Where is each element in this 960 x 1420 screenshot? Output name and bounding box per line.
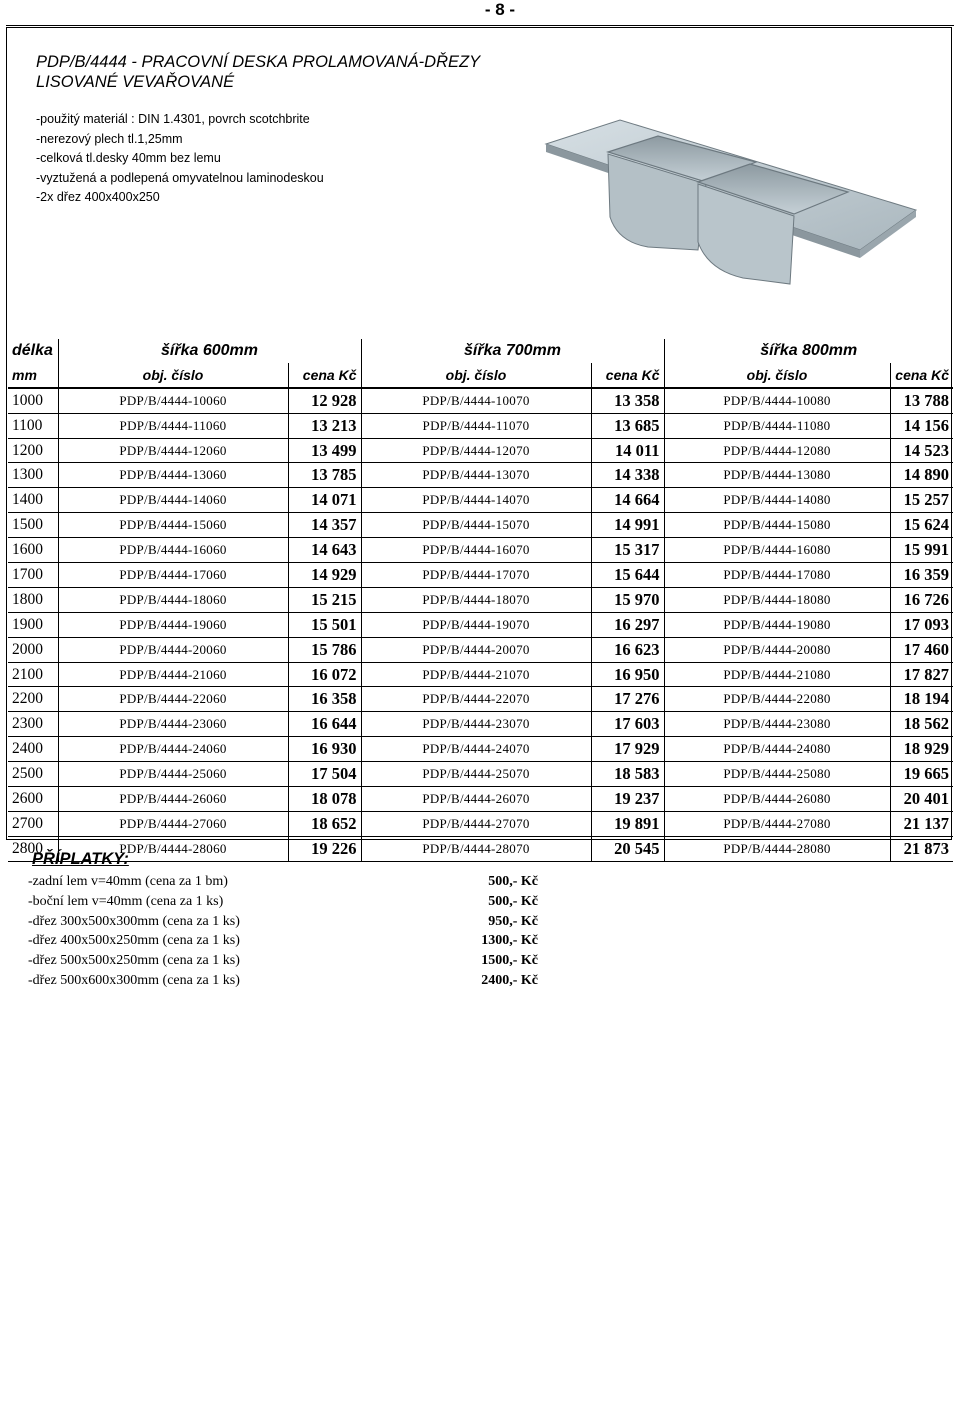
header-code: obj. číslo (664, 363, 890, 388)
length-cell: 2100 (8, 662, 58, 687)
price-cell: 18 929 (890, 737, 953, 762)
surcharge-label: -zadní lem v=40mm (cena za 1 bm) (28, 874, 228, 889)
surcharge-label: -boční lem v=40mm (cena za 1 ks) (28, 893, 224, 909)
length-cell: 1000 (12, 391, 43, 409)
table-row (8, 463, 953, 488)
price-cell: 19 665 (890, 762, 953, 787)
code-cell: PDP/B/4444-19060 (58, 612, 288, 637)
price-cell: 19 891 (591, 811, 664, 836)
surcharge-label: -dřez 400x500x250mm (cena za 1 ks) (28, 933, 240, 949)
code-cell: PDP/B/4444-26080 (664, 787, 890, 812)
code-cell: PDP/B/4444-19080 (664, 612, 890, 637)
code-cell: PDP/B/4444-17070 (361, 563, 591, 588)
code-cell: PDP/B/4444-16060 (58, 538, 288, 563)
code-cell: PDP/B/4444-14060 (58, 488, 288, 513)
code-cell: PDP/B/4444-13060 (58, 463, 288, 488)
price-cell: 18 078 (288, 787, 361, 812)
code-cell: PDP/B/4444-14070 (361, 488, 591, 513)
spec-line: -nerezový plech tl.1,25mm (36, 131, 183, 146)
price-cell: 15 501 (288, 612, 361, 637)
top-rule (6, 25, 954, 26)
code-cell: PDP/B/4444-20060 (58, 637, 288, 662)
price-cell: 21 873 (890, 836, 953, 861)
title-line-1: PDP/B/4444 - PRACOVNÍ DESKA PROLAMOVANÁ-DŘEZY (36, 53, 481, 71)
surcharge-amount: 950,- Kč (488, 913, 538, 929)
code-cell: PDP/B/4444-11070 (361, 413, 591, 438)
price-cell: 14 156 (890, 413, 953, 438)
table-row (8, 563, 953, 588)
price-cell: 13 499 (288, 438, 361, 463)
price-cell: 16 359 (890, 563, 953, 588)
code-cell: PDP/B/4444-14080 (664, 488, 890, 513)
code-cell: PDP/B/4444-16080 (664, 538, 890, 563)
surcharge-label: -dřez 300x500x300mm (cena za 1 ks) (28, 913, 240, 929)
price-cell: 14 664 (591, 488, 664, 513)
code-cell: PDP/B/4444-19070 (361, 612, 591, 637)
code-cell: PDP/B/4444-20070 (361, 637, 591, 662)
price-cell: 15 257 (890, 488, 953, 513)
code-cell: PDP/B/4444-11080 (664, 413, 890, 438)
code-cell: PDP/B/4444-23070 (361, 712, 591, 737)
code-cell: PDP/B/4444-12080 (664, 438, 890, 463)
surcharge-amount: 500,- Kč (488, 874, 538, 889)
length-cell: 2000 (8, 637, 58, 662)
code-cell: PDP/B/4444-23060 (58, 712, 288, 737)
code-cell: PDP/B/4444-26060 (58, 787, 288, 812)
price-cell: 12 928 (288, 388, 361, 413)
code-cell: PDP/B/4444-21060 (58, 662, 288, 687)
code-cell: PDP/B/4444-21070 (361, 662, 591, 687)
code-cell: PDP/B/4444-11060 (58, 413, 288, 438)
price-cell: 15 644 (591, 563, 664, 588)
price-cell: 16 726 (890, 587, 953, 612)
price-cell: 13 685 (591, 413, 664, 438)
table-row (8, 637, 953, 662)
header-price: cena Kč (890, 363, 953, 388)
length-cell: 1200 (8, 438, 58, 463)
price-cell: 16 358 (288, 687, 361, 712)
price-cell: 14 991 (591, 513, 664, 538)
length-cell: 1800 (8, 587, 58, 612)
price-cell: 15 317 (591, 538, 664, 563)
table-row (8, 762, 953, 787)
code-cell: PDP/B/4444-13080 (664, 463, 890, 488)
code-cell: PDP/B/4444-22070 (361, 687, 591, 712)
header-price: cena Kč (288, 363, 361, 388)
spec-line: -vyztužená a podlepená omyvatelnou laminodeskou (36, 170, 324, 185)
price-cell: 17 929 (591, 737, 664, 762)
code-cell: PDP/B/4444-27080 (664, 811, 890, 836)
code-cell: PDP/B/4444-16070 (361, 538, 591, 563)
length-cell: 1500 (8, 513, 58, 538)
table-row (8, 413, 953, 438)
table-row (8, 662, 953, 687)
length-cell: 2700 (8, 811, 58, 836)
price-cell: 13 785 (288, 463, 361, 488)
code-cell: PDP/B/4444-13070 (361, 463, 591, 488)
price-cell: 21 137 (890, 811, 953, 836)
length-cell: 1600 (8, 538, 58, 563)
price-cell: 14 071 (288, 488, 361, 513)
price-cell: 19 226 (288, 836, 361, 861)
length-cell: 1700 (8, 563, 58, 588)
product-title (36, 52, 480, 92)
double-sink-illustration (538, 92, 920, 302)
table-row (8, 836, 953, 861)
code-cell: PDP/B/4444-25060 (58, 762, 288, 787)
header-row-columns (8, 363, 953, 388)
length-cell: 2300 (8, 712, 58, 737)
code-cell: PDP/B/4444-22080 (664, 687, 890, 712)
price-cell: 16 072 (288, 662, 361, 687)
surcharge-item (28, 953, 538, 973)
table-row (8, 488, 953, 513)
surcharges-list (28, 874, 538, 993)
code-cell: PDP/B/4444-20080 (664, 637, 890, 662)
header-width-700: šířka 700mm (361, 339, 664, 363)
code-cell: PDP/B/4444-24080 (664, 737, 890, 762)
table-row (8, 612, 953, 637)
price-cell: 18 562 (890, 712, 953, 737)
code-cell: PDP/B/4444-10080 (664, 388, 890, 413)
code-cell: PDP/B/4444-10060 (58, 388, 288, 413)
surcharge-item (28, 973, 538, 993)
header-code: obj. číslo (361, 363, 591, 388)
price-cell: 18 194 (890, 687, 953, 712)
length-cell: 2600 (8, 787, 58, 812)
code-cell: PDP/B/4444-17060 (58, 563, 288, 588)
surcharge-item (28, 933, 538, 953)
price-cell: 16 950 (591, 662, 664, 687)
table-row (8, 712, 953, 737)
table-row (8, 388, 953, 413)
code-cell: PDP/B/4444-12070 (361, 438, 591, 463)
length-cell: 1400 (8, 488, 58, 513)
surcharges-title: PŘÍPLATKY: (32, 850, 129, 868)
code-cell: PDP/B/4444-15060 (58, 513, 288, 538)
code-cell: PDP/B/4444-10070 (361, 388, 591, 413)
price-cell: 15 970 (591, 587, 664, 612)
price-cell: 19 237 (591, 787, 664, 812)
table-row (8, 513, 953, 538)
code-cell: PDP/B/4444-24070 (361, 737, 591, 762)
spec-line: -celková tl.desky 40mm bez lemu (36, 151, 221, 165)
code-cell: PDP/B/4444-23080 (664, 712, 890, 737)
table-row (8, 538, 953, 563)
length-cell: 2200 (8, 687, 58, 712)
price-cell: 15 624 (890, 513, 953, 538)
price-cell: 14 929 (288, 563, 361, 588)
code-cell: PDP/B/4444-18070 (361, 587, 591, 612)
price-cell: 17 276 (591, 687, 664, 712)
price-cell: 14 643 (288, 538, 361, 563)
price-cell: 18 652 (288, 811, 361, 836)
product-specs (36, 110, 324, 208)
price-cell: 13 788 (890, 388, 953, 413)
header-price: cena Kč (591, 363, 664, 388)
table-row (8, 811, 953, 836)
price-cell: 14 357 (288, 513, 361, 538)
spec-line: -2x dřez 400x400x250 (36, 190, 160, 204)
price-cell: 14 890 (890, 463, 953, 488)
code-cell: PDP/B/4444-18060 (58, 587, 288, 612)
table-row (8, 787, 953, 812)
surcharge-item (28, 874, 538, 894)
surcharge-item (28, 894, 538, 914)
code-cell: PDP/B/4444-15070 (361, 513, 591, 538)
code-cell: PDP/B/4444-28070 (361, 836, 591, 861)
header-unit: mm (8, 363, 58, 388)
table-row (8, 687, 953, 712)
table-row (8, 438, 953, 463)
code-cell: PDP/B/4444-27060 (58, 811, 288, 836)
spec-line: -použitý materiál : DIN 1.4301, povrch scotchbrite (36, 112, 310, 126)
surcharge-amount: 2400,- Kč (481, 972, 538, 988)
code-cell: PDP/B/4444-12060 (58, 438, 288, 463)
price-cell: 20 401 (890, 787, 953, 812)
length-cell: 2500 (8, 762, 58, 787)
price-cell: 17 827 (890, 662, 953, 687)
header-code: obj. číslo (58, 363, 288, 388)
code-cell: PDP/B/4444-24060 (58, 737, 288, 762)
code-cell: PDP/B/4444-18080 (664, 587, 890, 612)
code-cell: PDP/B/4444-17080 (664, 563, 890, 588)
price-cell: 17 603 (591, 712, 664, 737)
header-length: délka (12, 341, 53, 359)
price-cell: 18 583 (591, 762, 664, 787)
price-cell: 13 213 (288, 413, 361, 438)
price-cell: 16 644 (288, 712, 361, 737)
price-cell: 16 930 (288, 737, 361, 762)
price-cell: 14 523 (890, 438, 953, 463)
surcharge-label: -dřez 500x600x300mm (cena za 1 ks) (28, 972, 240, 988)
length-cell: 1900 (8, 612, 58, 637)
price-table (8, 339, 953, 862)
price-cell: 16 297 (591, 612, 664, 637)
price-cell: 14 011 (591, 438, 664, 463)
surcharge-amount: 500,- Kč (488, 893, 538, 909)
surcharge-item (28, 914, 538, 934)
table-row (8, 587, 953, 612)
code-cell: PDP/B/4444-25070 (361, 762, 591, 787)
price-cell: 15 215 (288, 587, 361, 612)
length-cell: 2800 (8, 836, 58, 861)
price-cell: 15 991 (890, 538, 953, 563)
price-cell: 17 504 (288, 762, 361, 787)
header-row-widths (8, 339, 953, 363)
length-cell: 1100 (8, 413, 58, 438)
price-cell: 15 786 (288, 637, 361, 662)
price-cell: 13 358 (591, 388, 664, 413)
code-cell: PDP/B/4444-21080 (664, 662, 890, 687)
price-cell: 16 623 (591, 637, 664, 662)
code-cell: PDP/B/4444-28080 (664, 836, 890, 861)
header-width-800: šířka 800mm (664, 339, 953, 363)
code-cell: PDP/B/4444-26070 (361, 787, 591, 812)
price-cell: 14 338 (591, 463, 664, 488)
surcharge-amount: 1300,- Kč (481, 933, 538, 949)
length-cell: 1300 (8, 463, 58, 488)
page-number: - 8 - (484, 0, 516, 19)
length-cell: 2400 (8, 737, 58, 762)
table-row (8, 737, 953, 762)
price-cell: 17 093 (890, 612, 953, 637)
price-cell: 20 545 (591, 836, 664, 861)
code-cell: PDP/B/4444-15080 (664, 513, 890, 538)
code-cell: PDP/B/4444-28060 (58, 836, 288, 861)
price-cell: 17 460 (890, 637, 953, 662)
title-line-2: LISOVANÉ VEVAŘOVANÉ (36, 73, 235, 91)
code-cell: PDP/B/4444-22060 (58, 687, 288, 712)
header-width-600: šířka 600mm (58, 339, 361, 363)
code-cell: PDP/B/4444-25080 (664, 762, 890, 787)
surcharge-label: -dřez 500x500x250mm (cena za 1 ks) (28, 953, 240, 969)
code-cell: PDP/B/4444-27070 (361, 811, 591, 836)
surcharge-amount: 1500,- Kč (481, 953, 538, 969)
